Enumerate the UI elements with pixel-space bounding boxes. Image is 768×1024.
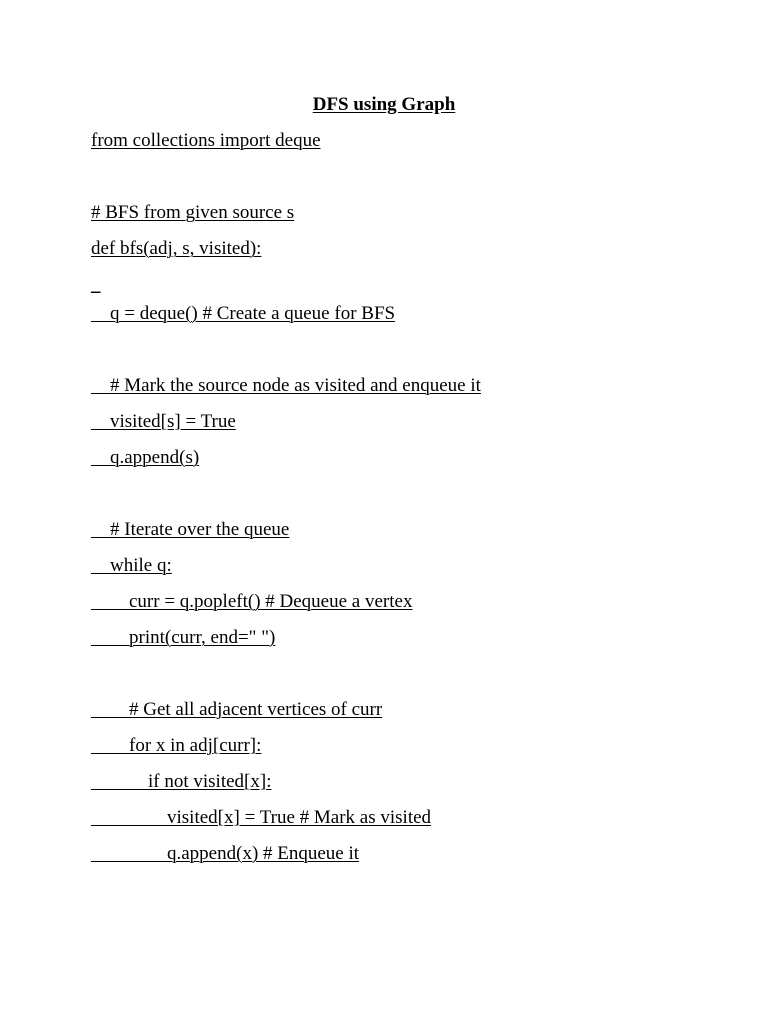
code-block [91,128,731,877]
code-line: # BFS from given source s [91,202,295,223]
code-line: from collections import deque [91,130,321,151]
code-line: # Iterate over the queue [91,519,290,540]
code-line: curr = q.popleft() # Dequeue a vertex [91,591,413,612]
code-line: # Mark the source node as visited and enqueue it [91,375,481,396]
code-line: visited[s] = True [91,411,236,432]
code-line: print(curr, end=" ") [91,627,276,648]
code-line: visited[x] = True # Mark as visited [91,807,432,828]
code-line: q.append(s) [91,447,200,468]
code-line: for x in adj[curr]: [91,735,262,756]
code-line: if not visited[x]: [91,771,272,792]
code-line [91,164,731,200]
code-line [91,661,731,697]
code-line: # Get all adjacent vertices of curr [91,699,383,720]
code-line: while q: [91,555,172,576]
code-line: _ [91,274,101,295]
code-line: q = deque() # Create a queue for BFS [91,303,396,324]
code-line: def bfs(adj, s, visited): [91,238,262,259]
code-line: q.append(x) # Enqueue it [91,843,360,864]
code-line [91,481,731,517]
code-line [91,337,731,373]
document-title: DFS using Graph [312,94,456,115]
